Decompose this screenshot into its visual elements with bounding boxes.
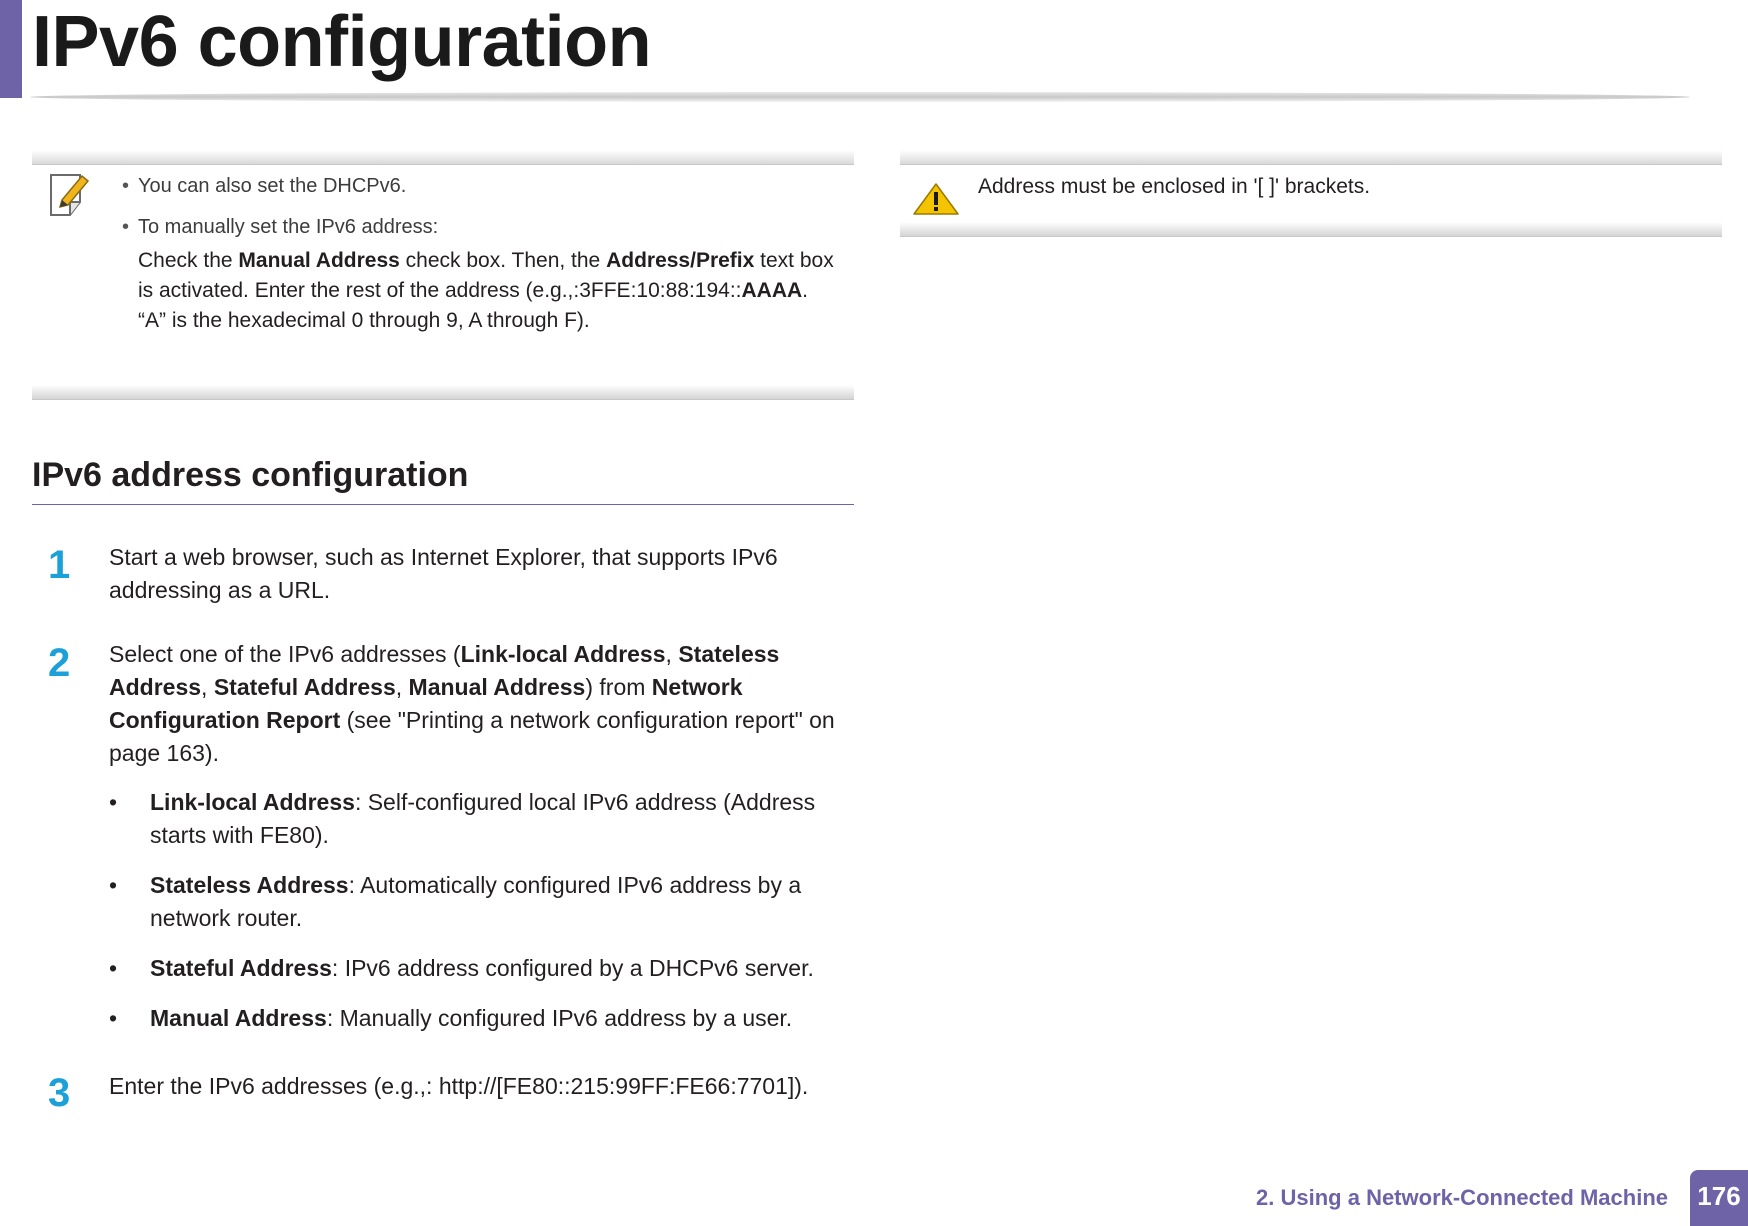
list-item [109, 952, 857, 985]
caution-warning-icon [912, 182, 960, 216]
bold-term: AAAA [741, 279, 803, 302]
list-item [109, 1002, 857, 1035]
step-text: Enter the IPv6 addresses (e.g.,: http://[FE80::215:99FF:FE66:7701]). [109, 1073, 809, 1099]
step-text [109, 638, 857, 770]
text-run: : Manually configured IPv6 address by a user. [326, 1005, 793, 1031]
text-run: (see "Printing a network configuration report" on page 163). [109, 707, 835, 766]
text-run: text box is activated. Enter the rest of the address (e.g.,:3FFE:10:88:194:: [138, 249, 834, 302]
header-accent-bar [0, 0, 22, 98]
bold-term: Stateful Address [213, 674, 396, 700]
note-list [122, 172, 842, 254]
bold-term: Address/Prefix [606, 249, 755, 272]
page-title: IPv6 configuration [32, 2, 652, 82]
bold-term: Stateless Address [150, 872, 349, 898]
note-item: • You can also set the DHCPv6. [122, 172, 842, 200]
step-number: 2 [48, 641, 71, 685]
step-number: 1 [48, 543, 71, 587]
caution-box-top [900, 150, 1722, 165]
note-box-bottom [32, 385, 854, 400]
text-run: check box. Then, the [399, 249, 607, 272]
bold-term: Network Configuration Report [109, 674, 743, 733]
title-divider [30, 92, 1690, 102]
text-run: : Self-configured local IPv6 address (Address starts with FE80). [150, 789, 816, 848]
text-run: ) from [585, 674, 652, 700]
caution-text: Address must be enclosed in '[ ]' brackets. [978, 175, 1371, 198]
bold-term: Link-local Address [150, 789, 355, 815]
text-run: : IPv6 address configured by a DHCPv6 server. [331, 955, 814, 981]
bold-term: Manual Address [408, 674, 586, 700]
bold-term: Link-local Address [460, 641, 666, 667]
note-pencil-icon [48, 172, 90, 218]
text-run: Check the [138, 249, 239, 272]
text-run: . “A” is the hexadecimal 0 through 9, A through F). [138, 279, 809, 332]
note-manual-instructions [138, 246, 838, 336]
step-number: 3 [48, 1071, 71, 1115]
caution-box-bottom [900, 222, 1722, 237]
bold-term: Manual Address [150, 1005, 327, 1031]
text-run: : Automatically configured IPv6 address by a network router. [150, 872, 802, 931]
bold-term: Stateful Address [150, 955, 332, 981]
step-text: Start a web browser, such as Internet Explorer, that supports IPv6 addressing as a URL. [109, 544, 778, 603]
bold-term: Manual Address [238, 249, 400, 272]
footer-chapter-title: 2. Using a Network-Connected Machine [1256, 1185, 1668, 1210]
note-item: • To manually set the IPv6 address: [122, 213, 842, 241]
address-type-list [109, 786, 857, 1052]
page-number-badge: 176 [1690, 1170, 1748, 1226]
list-item [109, 786, 857, 852]
note-box-top [32, 150, 854, 165]
text-run: Select one of the IPv6 addresses ( [109, 641, 461, 667]
bold-term: Stateless Address [109, 641, 780, 700]
text-run: , [665, 641, 679, 667]
text-run: , [201, 674, 214, 700]
text-run: , [395, 674, 409, 700]
list-item [109, 869, 857, 935]
section-heading: IPv6 address configuration [32, 456, 469, 494]
section-divider [32, 504, 854, 505]
